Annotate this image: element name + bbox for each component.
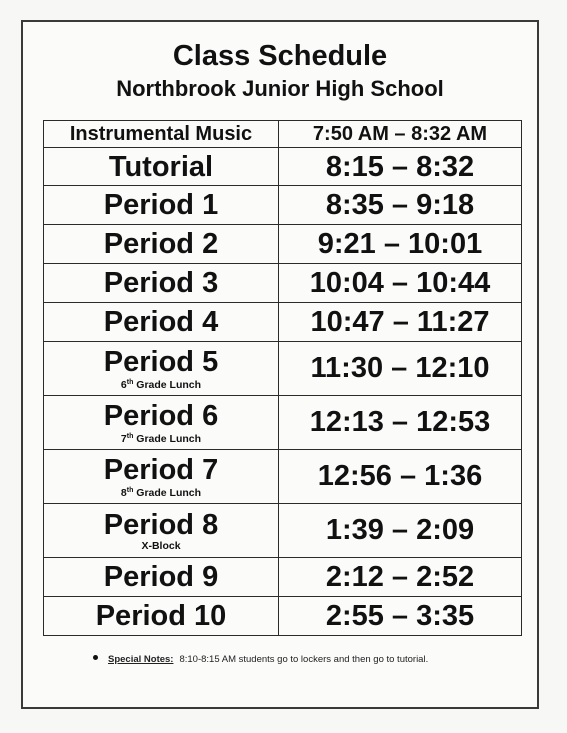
period-name: Period 3	[44, 264, 279, 303]
period-time: 12:13 – 12:53	[279, 396, 522, 450]
header-label: Instrumental Music	[44, 121, 279, 148]
period-cell	[44, 450, 279, 504]
period-name: Period 6	[103, 399, 219, 432]
table-row	[44, 225, 522, 264]
period-time: 1:39 – 2:09	[279, 504, 522, 558]
period-name: Period 8	[103, 508, 219, 541]
period-name: Tutorial	[44, 148, 279, 186]
table-row	[44, 504, 522, 558]
period-time: 10:47 – 11:27	[279, 303, 522, 342]
table-row-header	[44, 121, 522, 148]
notes-text: 8:10-8:15 AM students go to lockers and then go to tutorial.	[179, 654, 429, 665]
period-time: 9:21 – 10:01	[279, 225, 522, 264]
period-time: 12:56 – 1:36	[279, 450, 522, 504]
table-row	[44, 342, 522, 396]
table-row	[44, 186, 522, 225]
period-note: 7th Grade Lunch	[120, 432, 202, 445]
period-time: 11:30 – 12:10	[279, 342, 522, 396]
period-cell	[44, 396, 279, 450]
header-time: 7:50 AM – 8:32 AM	[279, 121, 522, 148]
period-note: 8th Grade Lunch	[120, 486, 202, 499]
table-row	[44, 597, 522, 636]
schedule-frame	[21, 20, 539, 709]
period-name: Period 10	[44, 597, 279, 636]
period-name: Period 9	[44, 558, 279, 597]
period-time: 8:15 – 8:32	[279, 148, 522, 186]
special-notes	[93, 653, 523, 667]
notes-label: Special Notes:	[108, 654, 174, 665]
bullet-icon	[93, 655, 98, 660]
period-time: 2:12 – 2:52	[279, 558, 522, 597]
table-row	[44, 558, 522, 597]
school-name: Northbrook Junior High School	[116, 76, 444, 101]
table-row	[44, 303, 522, 342]
period-name: Period 5	[103, 345, 219, 378]
period-name: Period 1	[44, 186, 279, 225]
period-time: 10:04 – 10:44	[279, 264, 522, 303]
table-row	[44, 450, 522, 504]
period-name: Period 7	[103, 453, 219, 486]
period-name: Period 4	[44, 303, 279, 342]
period-time: 2:55 – 3:35	[279, 597, 522, 636]
period-name: Period 2	[44, 225, 279, 264]
table-row	[44, 396, 522, 450]
period-cell	[44, 342, 279, 396]
schedule-table	[43, 120, 522, 636]
page-title: Class Schedule	[172, 40, 388, 72]
period-note: 6th Grade Lunch	[120, 378, 202, 391]
period-note: X-Block	[141, 539, 181, 552]
table-row	[44, 148, 522, 186]
period-time: 8:35 – 9:18	[279, 186, 522, 225]
period-cell	[44, 504, 279, 558]
table-row	[44, 264, 522, 303]
